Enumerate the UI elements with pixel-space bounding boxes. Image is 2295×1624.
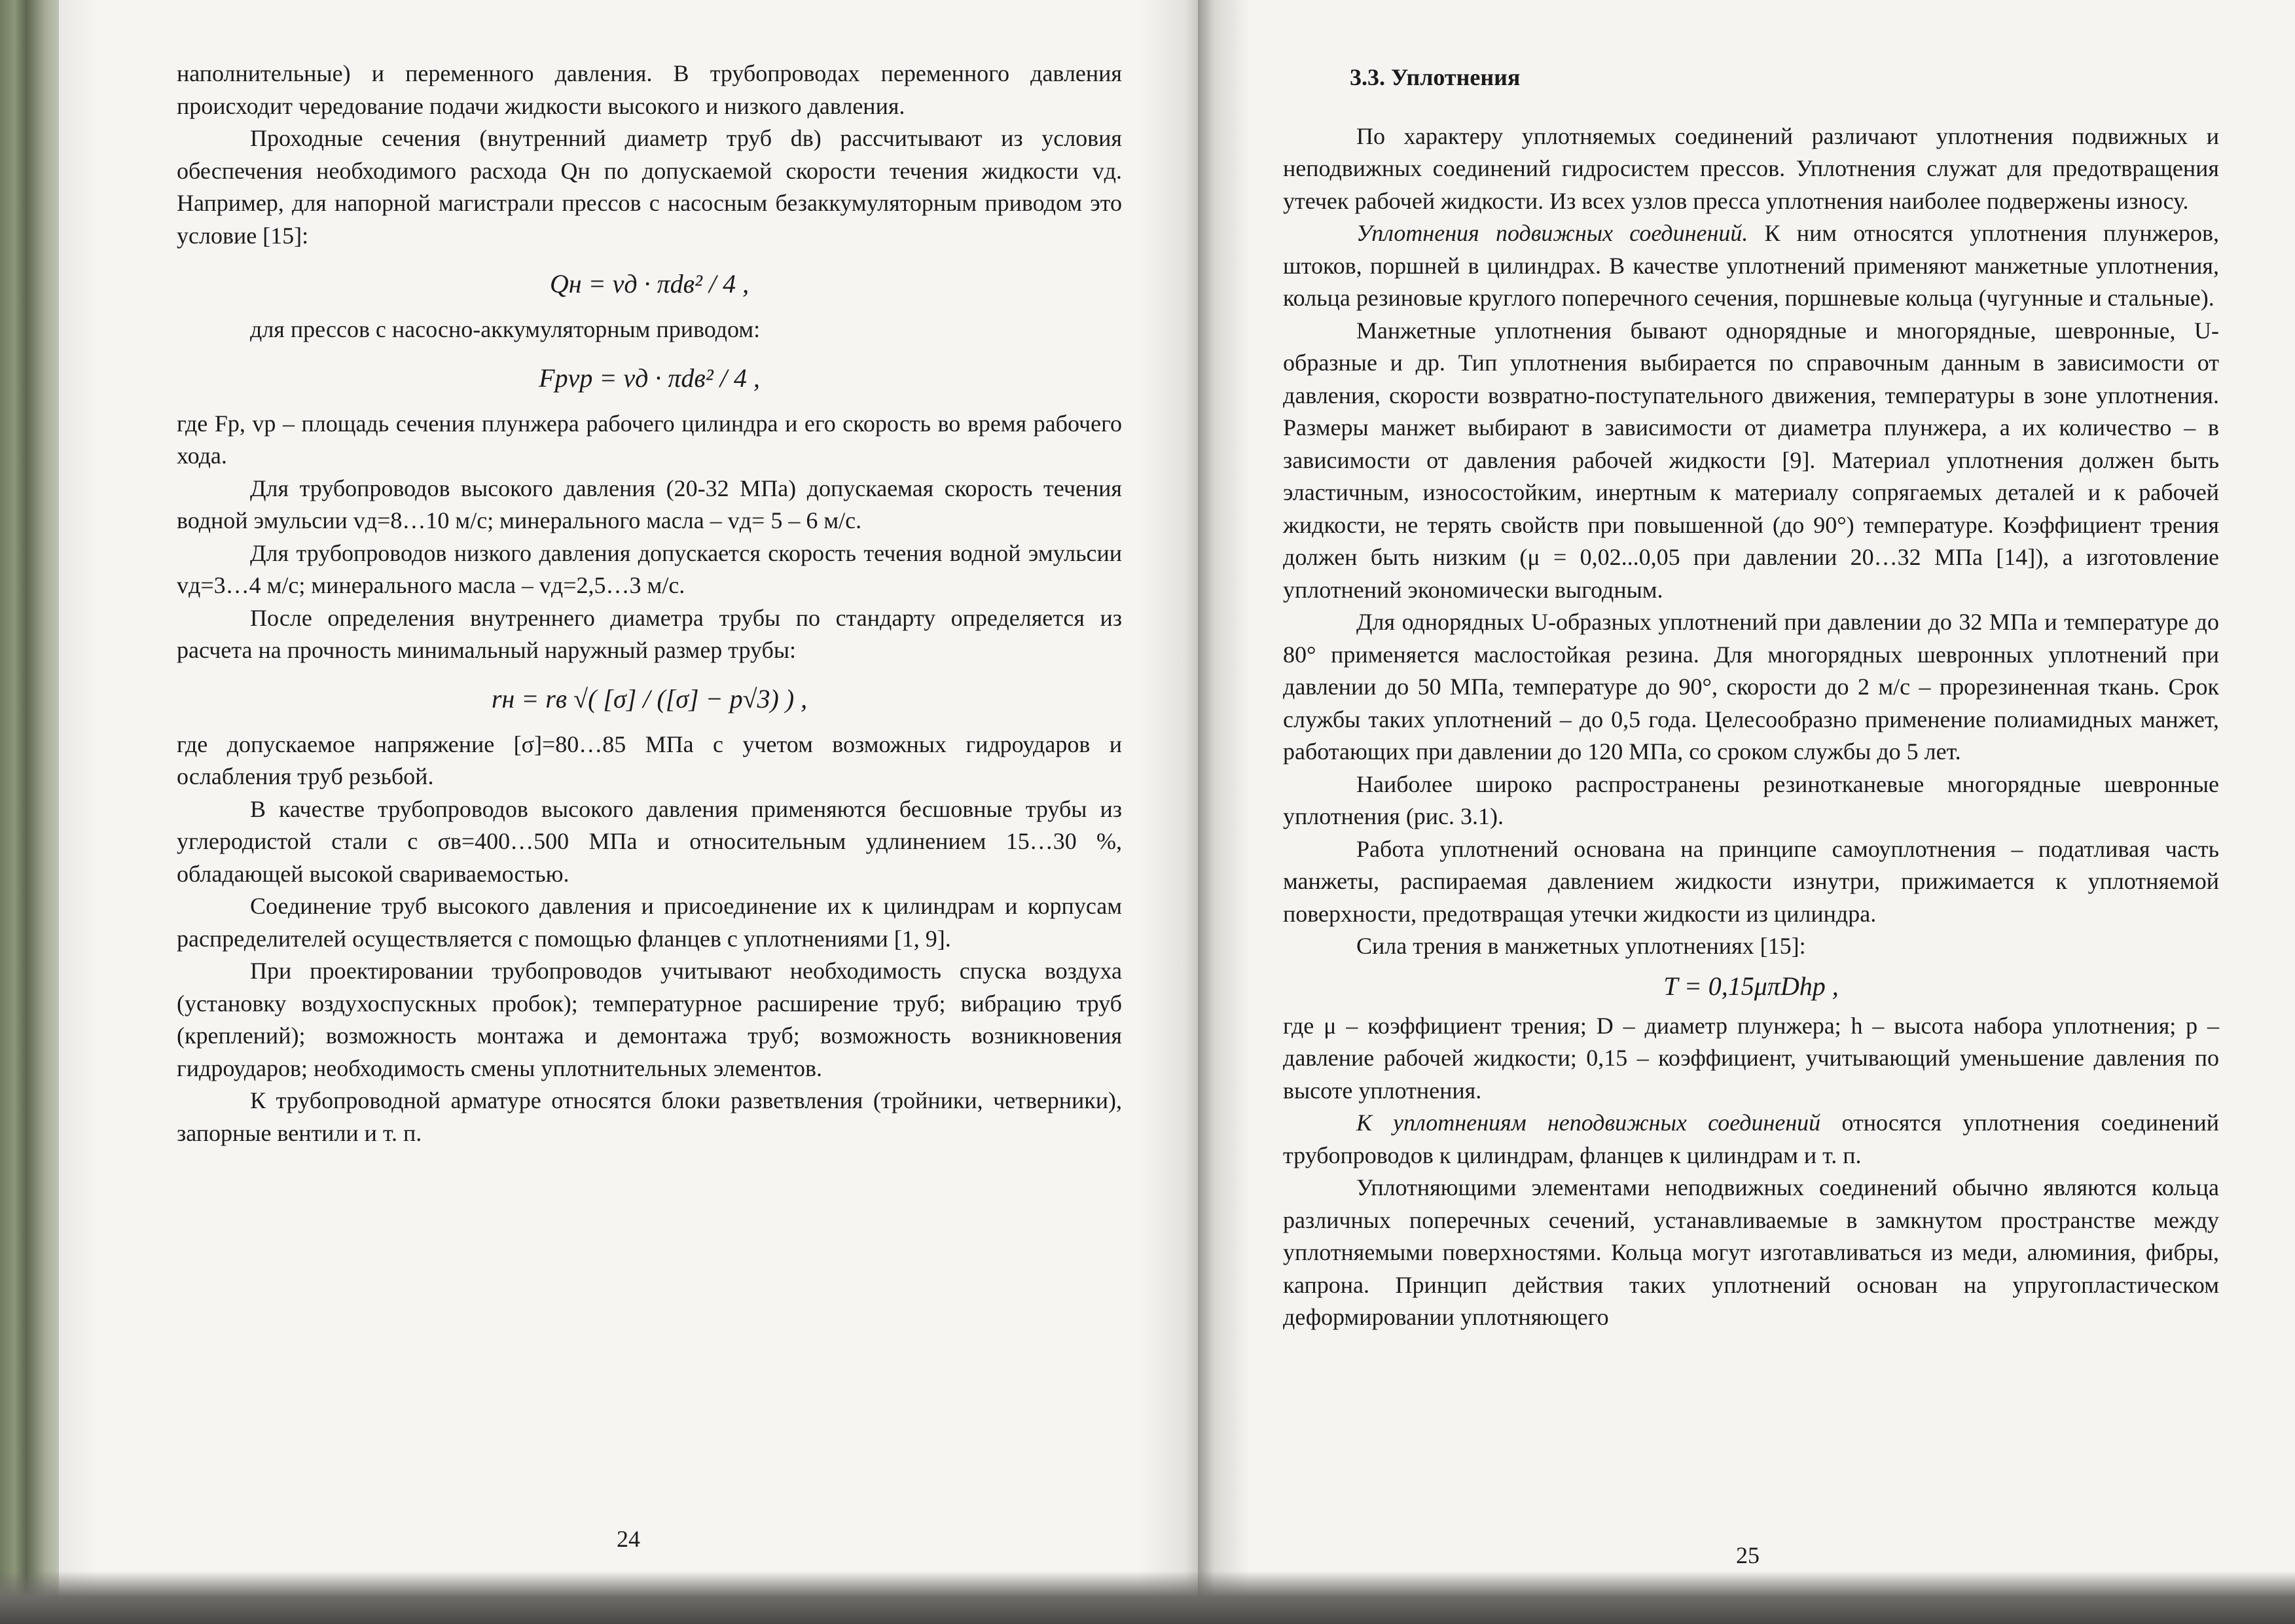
paragraph: Проходные сечения (внутренний диаметр труб dв) рассчитывают из условия обеспечения необходимого расхода Qн по допускаемой скорости течения жидкости vд. Например, для напорной магистрали прессов с насосным безаккумуляторным приводом это условие [15]: <box>177 125 1122 249</box>
paragraph: где Fр, vр – площадь сечения плунжера рабочего цилиндра и его скорость во время рабочего хода. <box>177 410 1122 469</box>
italic-lead: К уплотнениям неподвижных соединений <box>1356 1110 1821 1136</box>
page-number-left: 24 <box>617 1526 640 1552</box>
paragraph: Манжетные уплотнения бывают однорядные и многорядные, шевронные, U-образные и др. Тип уплотнения выбирается по справочным данным в зависимости от давления, скорости возвратно-поступательного движения, температуры в зоне уплотнения. Размеры манжет выбирают в зависимости от диаметра плунжера, а их количество – в зависимости от давления рабочей жидкости [9]. Материал уплотнения должен быть эластичным, износостойким, инертным к материалу сопрягаемых деталей и к рабочей жидкости, не терять свойств при повышенной (до 90°) температуре. Коэффициент трения должен быть низким (μ = 0,02...0,05 при давлении 20…32 МПа [14]), а изготовление уплотнений экономически выгодным. <box>1283 317 2219 603</box>
paragraph: По характеру уплотняемых соединений различают уплотнения подвижных и неподвижных соединений гидросистем прессов. Уплотнения служат для предотвращения утечек рабочей жидкости. Из всех узлов пресса уплотнения наиболее подвержены износу. <box>1283 122 2219 214</box>
paragraph: где μ – коэффициент трения; D – диаметр плунжера; h – высота набора уплотнения; p – давление рабочей жидкости; 0,15 – коэффициент, учитывающий уменьшение давления по высоте уплотнения. <box>1283 1012 2219 1104</box>
paragraph: После определения внутреннего диаметра трубы по стандарту определяется из расчета на прочность минимальный наружный размер трубы: <box>177 604 1122 663</box>
paragraph <box>1283 217 2219 315</box>
formula: rн = rв √( [σ] / ([σ] − p√3) ) , <box>491 683 808 713</box>
paragraph-body: относятся уплотнения соединений трубопроводов к цилиндрам, фланцев к цилиндрам и т. п. <box>1283 1110 2219 1168</box>
bottom-shadow <box>0 1571 2295 1624</box>
paragraph: В качестве трубопроводов высокого давления применяются бесшовные трубы из углеродистой стали с σв=400…500 МПа и относительным удлинением 15…30 %, обладающей высокой свариваемостью. <box>177 795 1122 887</box>
paragraph: При проектировании трубопроводов учитывают необходимость спуска воздуха (установку воздухоспускных пробок); температурное расширение труб; вибрацию труб (креплений); возможность монтажа и демонтажа труб; возможность возникновения гидроударов; необходимость смены уплотнительных элементов. <box>177 958 1122 1081</box>
paragraph-body: К ним относятся уплотнения плунжеров, штоков, поршней в цилиндрах. В качестве уплотнений применяют манжетные уплотнения, кольца резиновые круглого поперечного сечения, поршневые кольца (чугунные и стальные). <box>1283 220 2219 311</box>
formula: T = 0,15μπDhp , <box>1663 971 1839 1001</box>
paragraph: Работа уплотнений основана на принципе самоуплотнения – податливая часть манжеты, распираемая давлением жидкости изнутри, прижимается к уплотняемой поверхности, предотвращая утечки жидкости из цилиндра. <box>1283 835 2219 927</box>
paragraph <box>1283 1107 2219 1172</box>
paragraph: Для однорядных U-образных уплотнений при давлении до 32 МПа и температуре до 80° применяется маслостойкая резина. Для многорядных шевронных уплотнений при давлении до 50 МПа, температуре до 90°, скорости до 2 м/с – прорезиненная ткань. Срок службы таких уплотнений – до 0,5 года. Целесообразно применение полиамидных манжет, работающих при давлении до 120 МПа, со сроком службы до 5 лет. <box>1283 609 2219 765</box>
paragraph: для прессов с насосно-аккумуляторным приводом: <box>250 316 761 342</box>
formula: Fрvр = vд · πdв² / 4 , <box>539 363 760 393</box>
left-page-text <box>177 58 1122 1149</box>
paragraph: К трубопроводной арматуре относятся блоки разветвления (тройники, четверники), запорные вентили и т. п. <box>177 1087 1122 1146</box>
paragraph: Наиболее широко распространены резинотканевые многорядные шевронные уплотнения (рис. 3.1). <box>1283 770 2219 829</box>
paragraph: Уплотняющими элементами неподвижных соединений обычно являются кольца различных поперечных сечений, устанавливаемые в замкнутом пространстве между уплотняемыми поверхностями. Кольца могут изготавливаться из меди, алюминия, фибры, капрона. Принцип действия таких уплотнений основан на упругопластическом деформировании уплотняющего <box>1283 1174 2219 1330</box>
paragraph: Соединение труб высокого давления и присоединение их к цилиндрам и корпусам распределителей осуществляется с помощью фланцев с уплотнениями [1, 9]. <box>177 893 1122 952</box>
paragraph: где допускаемое напряжение [σ]=80…85 МПа с учетом возможных гидроударов и ослабления труб резьбой. <box>177 731 1122 789</box>
right-page-text <box>1283 58 2219 1334</box>
page-number-right: 25 <box>1736 1542 1760 1568</box>
paragraph: Для трубопроводов высокого давления (20-32 МПа) допускаемая скорость течения водной эмульсии vд=8…10 м/с; минерального масла – vд= 5 – 6 м/с. <box>177 475 1122 533</box>
section-heading: 3.3. Уплотнения <box>1350 64 1521 90</box>
paragraph: Сила трения в манжетных уплотнениях [15]: <box>1356 933 1806 959</box>
formula: Qн = vд · πdв² / 4 , <box>549 269 750 298</box>
paragraph: наполнительные) и переменного давления. В трубопроводах переменного давления происходит чередование подачи жидкости высокого и низкого давления. <box>177 60 1122 119</box>
paragraph: Для трубопроводов низкого давления допускается скорость течения водной эмульсии vд=3…4 м/с; минерального масла – vд=2,5…3 м/с. <box>177 539 1122 598</box>
italic-lead: Уплотнения подвижных соединений. <box>1356 220 1748 246</box>
